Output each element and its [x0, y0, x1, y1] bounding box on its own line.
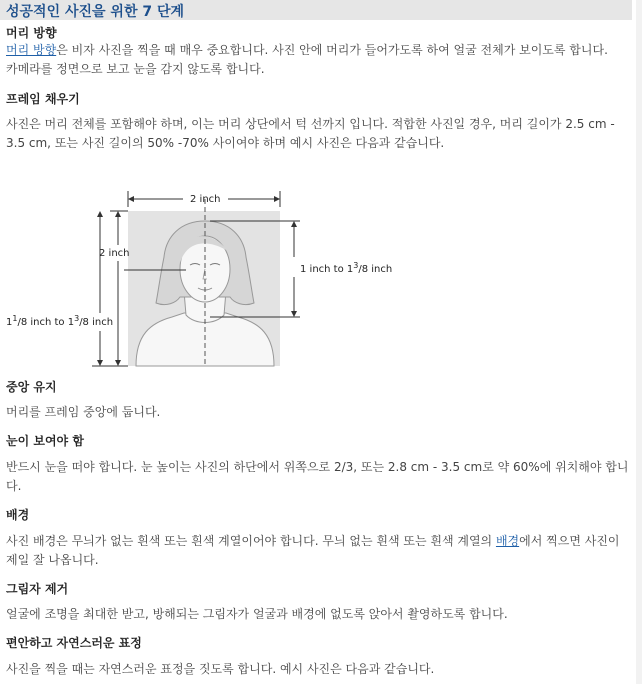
head-direction-link[interactable]: 머리 방향: [6, 43, 57, 57]
heading-center: 중앙 유지: [6, 380, 57, 394]
heading-no-shadow: 그림자 제거: [6, 582, 69, 596]
heading-fill-frame: 프레임 채우기: [6, 92, 80, 106]
head-length-label: 1 inch to $1^3/8$ inch: [300, 261, 393, 275]
paragraph-center: [6, 403, 632, 422]
background-text-1b: 에서 찍으면 사진이: [519, 534, 620, 548]
natural-expression-text: 사진을 찍을 때는 자연스러운 표정을 짓도록 합니다. 예시 사진은 다음과 같습니다.: [6, 662, 435, 676]
eyes-text-2: 다.: [6, 479, 22, 493]
paragraph-natural-expression: [6, 660, 632, 679]
eyes-text-1: 반드시 눈을 떠야 합니다. 눈 높이는 사진의 하단에서 위쪽으로 2/3, 또는 2.8 cm - 3.5 cm로 약 60%에 위치해야 합니: [6, 460, 629, 474]
heading-head-direction: 머리 방향: [6, 26, 57, 40]
heading-eyes-visible: 눈이 보여야 함: [6, 434, 84, 448]
paragraph-background: [6, 532, 632, 570]
head-direction-text: 은 비자 사진을 찍을 때 매우 중요합니다. 사진 안에 머리가 들어가도록 하여 얼굴 전체가 보이도록 합니다.: [56, 43, 608, 57]
scrollbar[interactable]: [636, 0, 642, 684]
background-text-1a: 사진 배경은 무늬가 없는 흰색 또는 흰색 계열이어야 합니다. 무늬 없는 흰색 또는 흰색 계열의: [6, 534, 496, 548]
paragraph-head-direction: [6, 41, 632, 79]
heading-natural-expression: 편안하고 자연스러운 표정: [6, 636, 142, 650]
page-title: 성공적인 사진을 위한 7 단계: [6, 4, 185, 20]
head-direction-text-2: 카메라를 정면으로 보고 눈을 감지 않도록 합니다.: [6, 62, 265, 76]
width-label: 2 inch: [190, 194, 221, 205]
paragraph-eyes-visible: [6, 458, 632, 496]
background-link[interactable]: 배경: [495, 534, 520, 548]
heading-background: 배경: [6, 508, 30, 522]
fill-frame-text-1: 사진은 머리 전체를 포함해야 하며, 이는 머리 상단에서 턱 선까지 입니다. 적합한 사진일 경우, 머리 길이가 2.5 cm -: [6, 117, 615, 131]
center-text: 머리를 프레임 중앙에 둡니다.: [6, 405, 161, 419]
fill-frame-text-2: 3.5 cm, 또는 사진 길이의 50% -70% 사이여야 하며 예시 사진은 다음과 같습니다.: [6, 136, 445, 150]
paragraph-fill-frame: [6, 115, 632, 153]
passport-photo-diagram: [0, 185, 400, 370]
no-shadow-text: 얼굴에 조명을 최대한 받고, 방해되는 그림자가 얼굴과 배경에 없도록 앉아서 촬영하도록 합니다.: [6, 607, 508, 621]
paragraph-no-shadow: [6, 605, 632, 624]
background-text-2: 제일 잘 나옵니다.: [6, 553, 99, 567]
height-label: 2 inch: [99, 248, 130, 259]
eye-height-label: $1^1/8$ inch to $1^3/8$ inch: [6, 314, 114, 328]
